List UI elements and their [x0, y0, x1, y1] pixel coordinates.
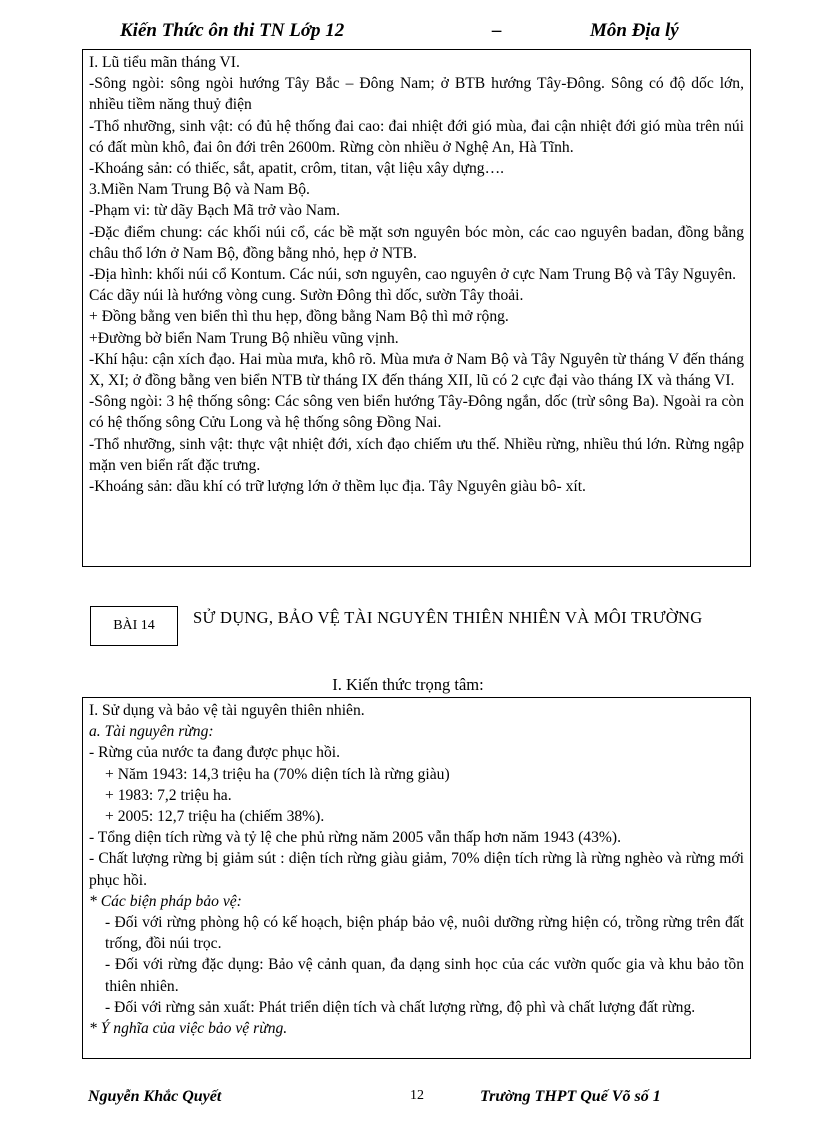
section-heading: I. Kiến thức trọng tâm:	[332, 675, 484, 694]
text-line: I. Lũ tiểu mãn tháng VI.	[89, 54, 240, 71]
text-line: I. Sử dụng và bảo vệ tài nguyên thiên nhiên.	[89, 702, 365, 719]
list-item: - Đối với rừng phòng hộ có kế hoạch, biện pháp bảo vệ, nuôi dưỡng rừng hiện có, trồng rừng trên đất trống, đồi núi trọc.	[105, 914, 744, 953]
text-line: -Khoáng sản: dầu khí có trữ lượng lớn ở thềm lục địa. Tây Nguyên giàu bô- xít.	[89, 478, 586, 496]
header-separator: –	[492, 20, 502, 41]
text-line: - Rừng của nước ta đang được phục hồi.	[89, 744, 340, 762]
text-line: Các dãy núi là hướng vòng cung. Sườn Đông thì dốc, sườn Tây thoải.	[89, 287, 524, 305]
lesson-title: SỬ DỤNG, BẢO VỆ TÀI NGUYÊN THIÊN NHIÊN VÀ MÔI TRƯỜNG	[193, 608, 703, 627]
text-line: +Đường bờ biển Nam Trung Bộ nhiều vũng vịnh.	[89, 329, 399, 347]
text-line: + Đồng bằng ven biển thì thu hẹp, đồng bằng Nam Bộ thì mở rộng.	[89, 308, 509, 326]
text-line: -Sông ngòi: sông ngòi hướng Tây Bắc – Đông Nam; ở BTB hướng Tây-Đông. Sông có độ dốc lớn, nhiều tiềm năng thuỷ điện	[89, 75, 744, 114]
lesson-label-box: BÀI 14	[90, 606, 178, 646]
footer-school: Trường THPT Quế Võ số 1	[480, 1088, 661, 1105]
page-footer	[82, 1088, 782, 1112]
text-line: -Đặc điểm chung: các khối núi cổ, các bề mặt sơn nguyên bóc mòn, các cao nguyên badan, đồng bằng châu thổ lớn ở Nam Bộ, đồng bằng nhỏ, hẹp ở NTB.	[89, 223, 744, 262]
subheading-significance: * Ý nghĩa của việc bảo vệ rừng.	[89, 1020, 288, 1038]
page-number: 12	[410, 1088, 424, 1103]
list-item: + 1983: 7,2 triệu ha.	[105, 786, 232, 804]
header-subject: Môn Địa lý	[590, 20, 679, 41]
text-line: - Tổng diện tích rừng và tỷ lệ che phủ rừng năm 2005 vẫn thấp hơn năm 1943 (43%).	[89, 829, 621, 847]
footer-author: Nguyễn Khắc Quyết	[88, 1088, 222, 1105]
text-line: -Địa hình: khối núi cổ Kontum. Các núi, sơn nguyên, cao nguyên ở cực Nam Trung Bộ và Tây Nguyên.	[89, 266, 737, 284]
text-line: -Phạm vi: từ dãy Bạch Mã trở vào Nam.	[89, 202, 340, 220]
text-line: -Khí hậu: cận xích đạo. Hai mùa mưa, khô rõ. Mùa mưa ở Nam Bộ và Tây Nguyên từ tháng V đến tháng X, XI; ở đồng bằng ven biển NTB từ tháng IX đến tháng XII, lũ có 2 cực đại vào tháng IX và tháng VI.	[89, 350, 744, 390]
list-item: + 2005: 12,7 triệu ha (chiếm 38%).	[105, 808, 325, 826]
text-line: -Khoáng sản: có thiếc, sắt, apatit, crôm, titan, vật liệu xây dựng….	[89, 160, 505, 178]
subheading-forest-resources: a. Tài nguyên rừng:	[89, 723, 214, 741]
list-item: - Đối với rừng đặc dụng: Bảo vệ cảnh quan, đa dạng sinh học của các vườn quốc gia và khu bảo tồn thiên nhiên.	[105, 956, 744, 995]
text-line: -Sông ngòi: 3 hệ thống sông: Các sông ven biển hướng Tây-Đông ngắn, dốc (trừ sông Ba). Ngoài ra còn có hệ thống sông Cửu Long và hệ thống sông Đồng Nai.	[89, 393, 744, 432]
subheading-protection-measures: * Các biện pháp bảo vệ:	[89, 892, 242, 910]
text-line: - Chất lượng rừng bị giảm sút : diện tích rừng giàu giảm, 70% diện tích rừng là rừng nghèo và rừng mới phục hồi.	[89, 850, 744, 889]
page-header	[120, 20, 720, 48]
content-box-regions	[82, 49, 751, 567]
text-line: -Thổ nhưỡng, sinh vật: có đủ hệ thống đai cao: đai nhiệt đới gió mùa, đai cận nhiệt đới gió mùa trên núi có đất mùn khô, đai ôn đới trên 2600m. Rừng còn nhiều ở Nghệ An, Hà Tĩnh.	[89, 117, 744, 156]
content-box-resources	[82, 697, 751, 1059]
list-item: - Đối với rừng sản xuất: Phát triển diện tích và chất lượng rừng, độ phì và chất lượng đất rừng.	[105, 998, 696, 1016]
text-line: 3.Miền Nam Trung Bộ và Nam Bộ.	[89, 181, 310, 199]
header-course-title: Kiến Thức ôn thi TN Lớp 12	[120, 20, 345, 41]
list-item: + Năm 1943: 14,3 triệu ha (70% diện tích là rừng giàu)	[105, 765, 450, 783]
text-line: -Thổ nhưỡng, sinh vật: thực vật nhiệt đới, xích đạo chiếm ưu thế. Nhiều rừng, nhiều thú lớn. Rừng ngập mặn ven biển rất đặc trưng.	[89, 435, 744, 474]
